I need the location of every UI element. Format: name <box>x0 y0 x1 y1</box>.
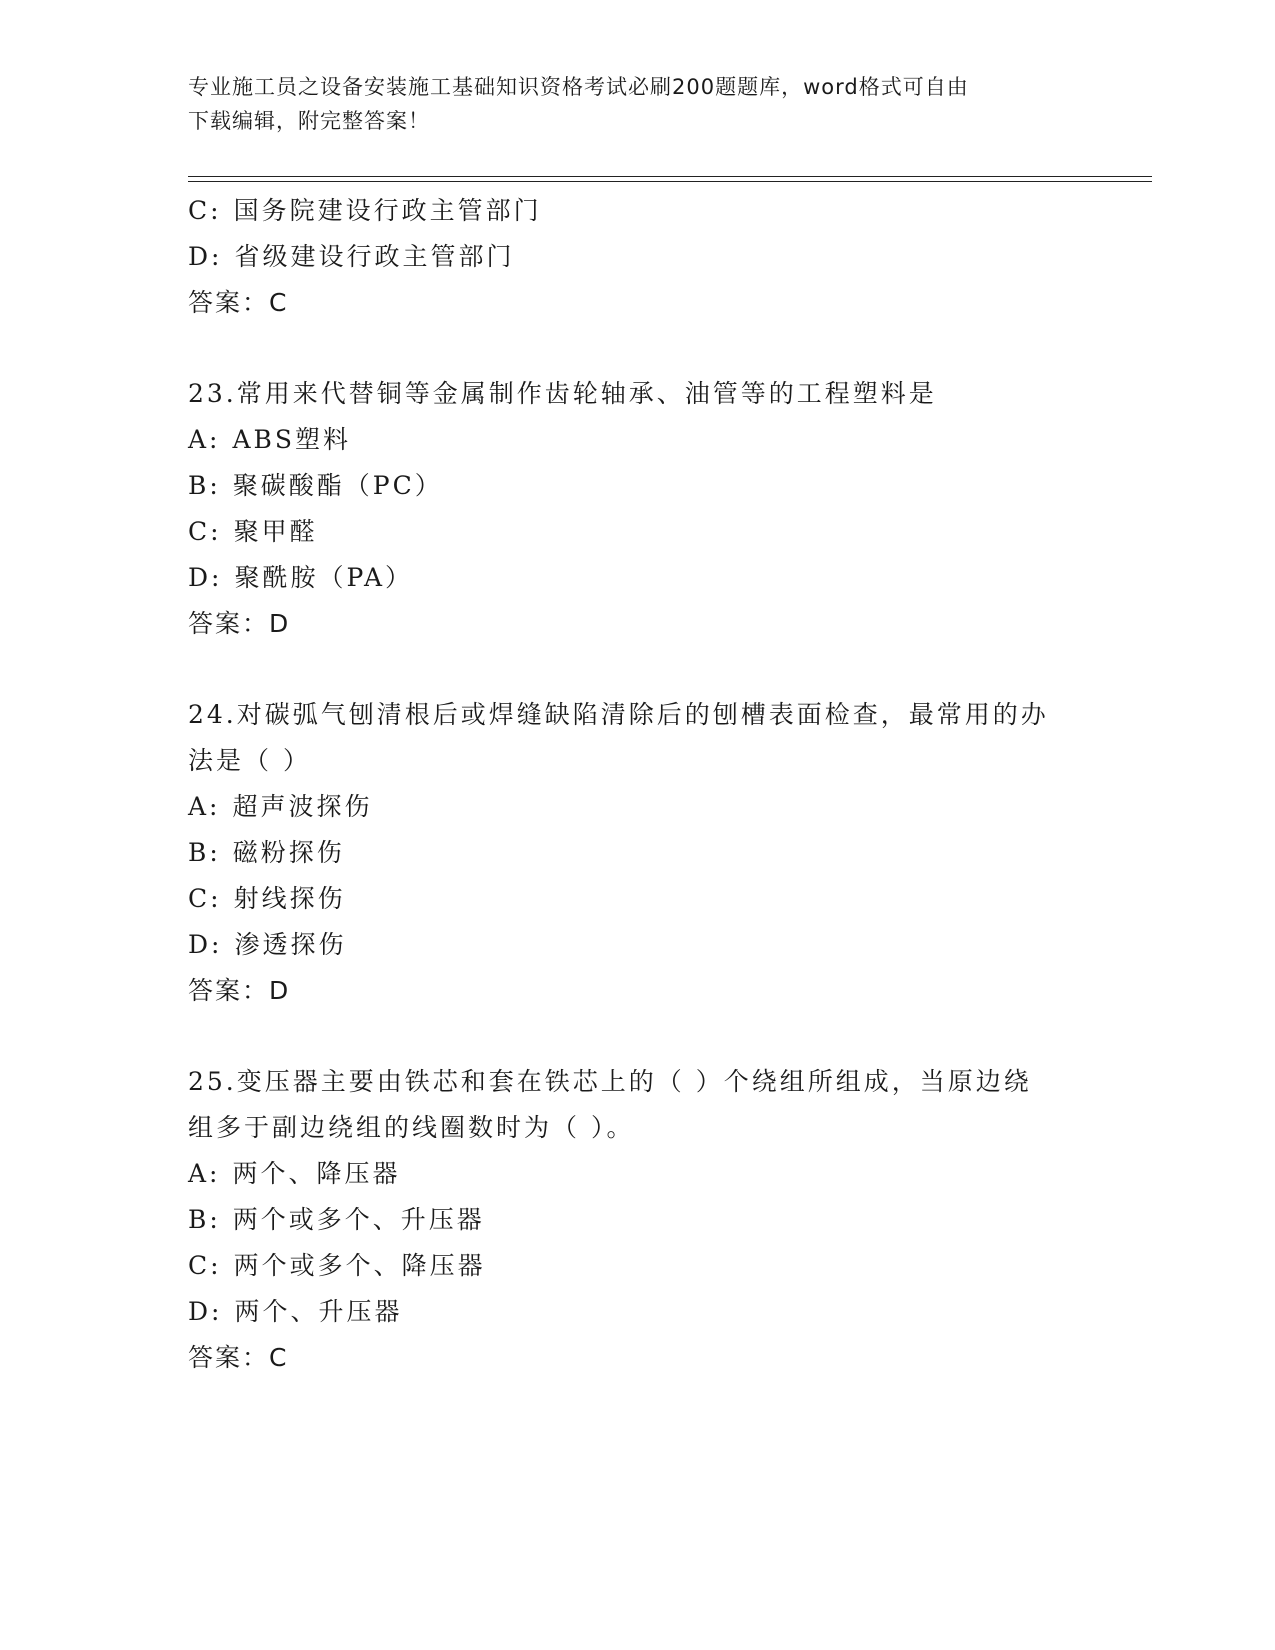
option-c <box>188 188 1088 234</box>
option-d <box>188 555 1088 601</box>
question-25 <box>188 1059 1088 1381</box>
option-label: C: <box>188 196 222 225</box>
option-text: 超声波探伤 <box>232 792 373 821</box>
option-label: D: <box>188 563 223 592</box>
option-c <box>188 1243 1088 1289</box>
option-label: A: <box>188 1159 221 1188</box>
option-text: 聚碳酸酯（PC） <box>232 471 443 500</box>
option-d <box>188 234 1088 280</box>
option-d <box>188 1289 1088 1335</box>
question-text: 23.常用来代替铜等金属制作齿轮轴承、油管等的工程塑料是 <box>188 379 937 408</box>
option-text: 两个或多个、升压器 <box>232 1205 485 1234</box>
option-d <box>188 922 1088 968</box>
option-text: 渗透探伤 <box>234 930 347 959</box>
option-text: ABS塑料 <box>232 425 352 454</box>
option-label: B: <box>188 1205 221 1234</box>
option-text: 磁粉探伤 <box>232 838 345 867</box>
option-text: 两个、升压器 <box>234 1297 403 1326</box>
option-c <box>188 509 1088 555</box>
option-label: C: <box>188 1251 222 1280</box>
option-b <box>188 463 1088 509</box>
question-text-line-1: 25.变压器主要由铁芯和套在铁芯上的（ ）个绕组所组成，当原边绕 <box>188 1067 1032 1096</box>
header-rule-top <box>188 176 1152 177</box>
option-text: 聚酰胺（PA） <box>234 563 414 592</box>
question-22-continued <box>188 188 1088 326</box>
question-text-line-2: 组多于副边绕组的线圈数时为（ ）。 <box>188 1113 635 1142</box>
option-text: 两个或多个、降压器 <box>233 1251 486 1280</box>
document-body <box>188 188 1088 1381</box>
option-a <box>188 784 1088 830</box>
header-title-line-1: 专业施工员之设备安装施工基础知识资格考试必刷200题题库，word格式可自由 <box>188 75 969 99</box>
option-label: B: <box>188 838 221 867</box>
option-text: 射线探伤 <box>233 884 346 913</box>
option-c <box>188 876 1088 922</box>
option-label: D: <box>188 242 223 271</box>
question-text-line-1: 24.对碳弧气刨清根后或焊缝缺陷清除后的刨槽表面检查，最常用的办 <box>188 700 1049 729</box>
option-label: C: <box>188 517 222 546</box>
option-a <box>188 1151 1088 1197</box>
option-text: 聚甲醛 <box>233 517 318 546</box>
answer: 答案：C <box>188 288 289 317</box>
option-b <box>188 1197 1088 1243</box>
spacer <box>188 647 1088 692</box>
option-label: C: <box>188 884 222 913</box>
option-b <box>188 830 1088 876</box>
question-text-line-2: 法是（ ） <box>188 746 311 775</box>
option-label: A: <box>188 425 221 454</box>
option-text: 国务院建设行政主管部门 <box>233 196 542 225</box>
option-label: D: <box>188 1297 223 1326</box>
spacer <box>188 326 1088 371</box>
option-label: B: <box>188 471 221 500</box>
option-label: A: <box>188 792 221 821</box>
option-a <box>188 417 1088 463</box>
header-title-line-2: 下载编辑，附完整答案！ <box>188 109 430 133</box>
answer: 答案：C <box>188 1343 289 1372</box>
option-text: 两个、降压器 <box>232 1159 401 1188</box>
header-rule-bottom <box>188 181 1152 182</box>
option-label: D: <box>188 930 223 959</box>
answer: 答案：D <box>188 609 291 638</box>
option-text: 省级建设行政主管部门 <box>234 242 515 271</box>
document-header <box>188 70 1088 138</box>
question-23 <box>188 371 1088 647</box>
spacer <box>188 1014 1088 1059</box>
answer: 答案：D <box>188 976 291 1005</box>
question-24 <box>188 692 1088 1014</box>
